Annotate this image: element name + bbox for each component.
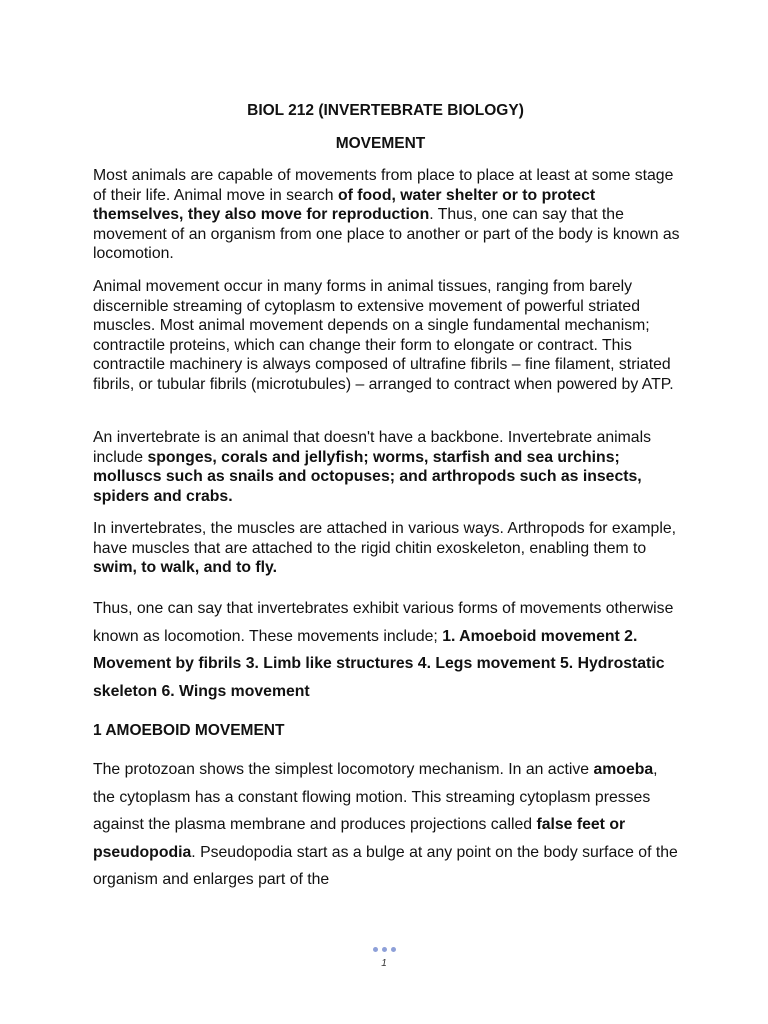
paragraph-movement-types: Thus, one can say that invertebrates exhibit various forms of movements otherwise known as locomotion. These movements include; 1. Amoeboid movement 2. Movement by fibrils 3. Limb like structures 4. Legs movement 5. Hydrostatic skeleton 6. Wings movement: [93, 600, 674, 700]
course-title: BIOL 212 (INVERTEBRATE BIOLOGY): [247, 102, 524, 119]
topic-title: MOVEMENT: [335, 135, 426, 152]
page-footer: [0, 939, 768, 969]
paragraph-intro: Most animals are capable of movements from place to place at least at some stage of their life. Animal move in search of food, water shelter or to protect themselves, they also move for reproduction. Thus, one can say that the movement of an organism from one place to another or part of the body is known as locomotion.: [93, 167, 680, 263]
paragraph-mechanism: Animal movement occur in many forms in animal tissues, ranging from barely discernible streaming of cytoplasm to extensive movement of powerful striated muscles. Most animal movement depends on a single fundamental mechanism; contractile proteins, which can change their form to elongate or contract. This contractile machinery is always composed of ultrafine fibrils – fine filament, striated fibrils, or tubular fibrils (microtubules) – arranged to contract when powered by ATP.: [93, 278, 674, 393]
section-heading: 1 AMOEBOID MOVEMENT: [93, 722, 285, 739]
paragraph-invertebrate-definition: An invertebrate is an animal that doesn't have a backbone. Invertebrate animals include sponges, corals and jellyfish; worms, starfish and sea urchins; molluscs such as snails and octopuses; and arthropods such as insects, spiders and crabs.: [93, 429, 651, 505]
page-number: 1: [381, 958, 387, 969]
footer-dots-icon: [373, 947, 396, 952]
paragraph-amoeboid: The protozoan shows the simplest locomotory mechanism. In an active amoeba, the cytoplasm has a constant flowing motion. This streaming cytoplasm presses against the plasma membrane and produces projections called false feet or pseudopodia. Pseudopodia start as a bulge at any point on the body surface of the organism and enlarges part of the: [93, 761, 678, 888]
paragraph-muscles: In invertebrates, the muscles are attached in various ways. Arthropods for example, have muscles that are attached to the rigid chitin exoskeleton, enabling them to swim, to walk, and to fly.: [93, 520, 677, 577]
